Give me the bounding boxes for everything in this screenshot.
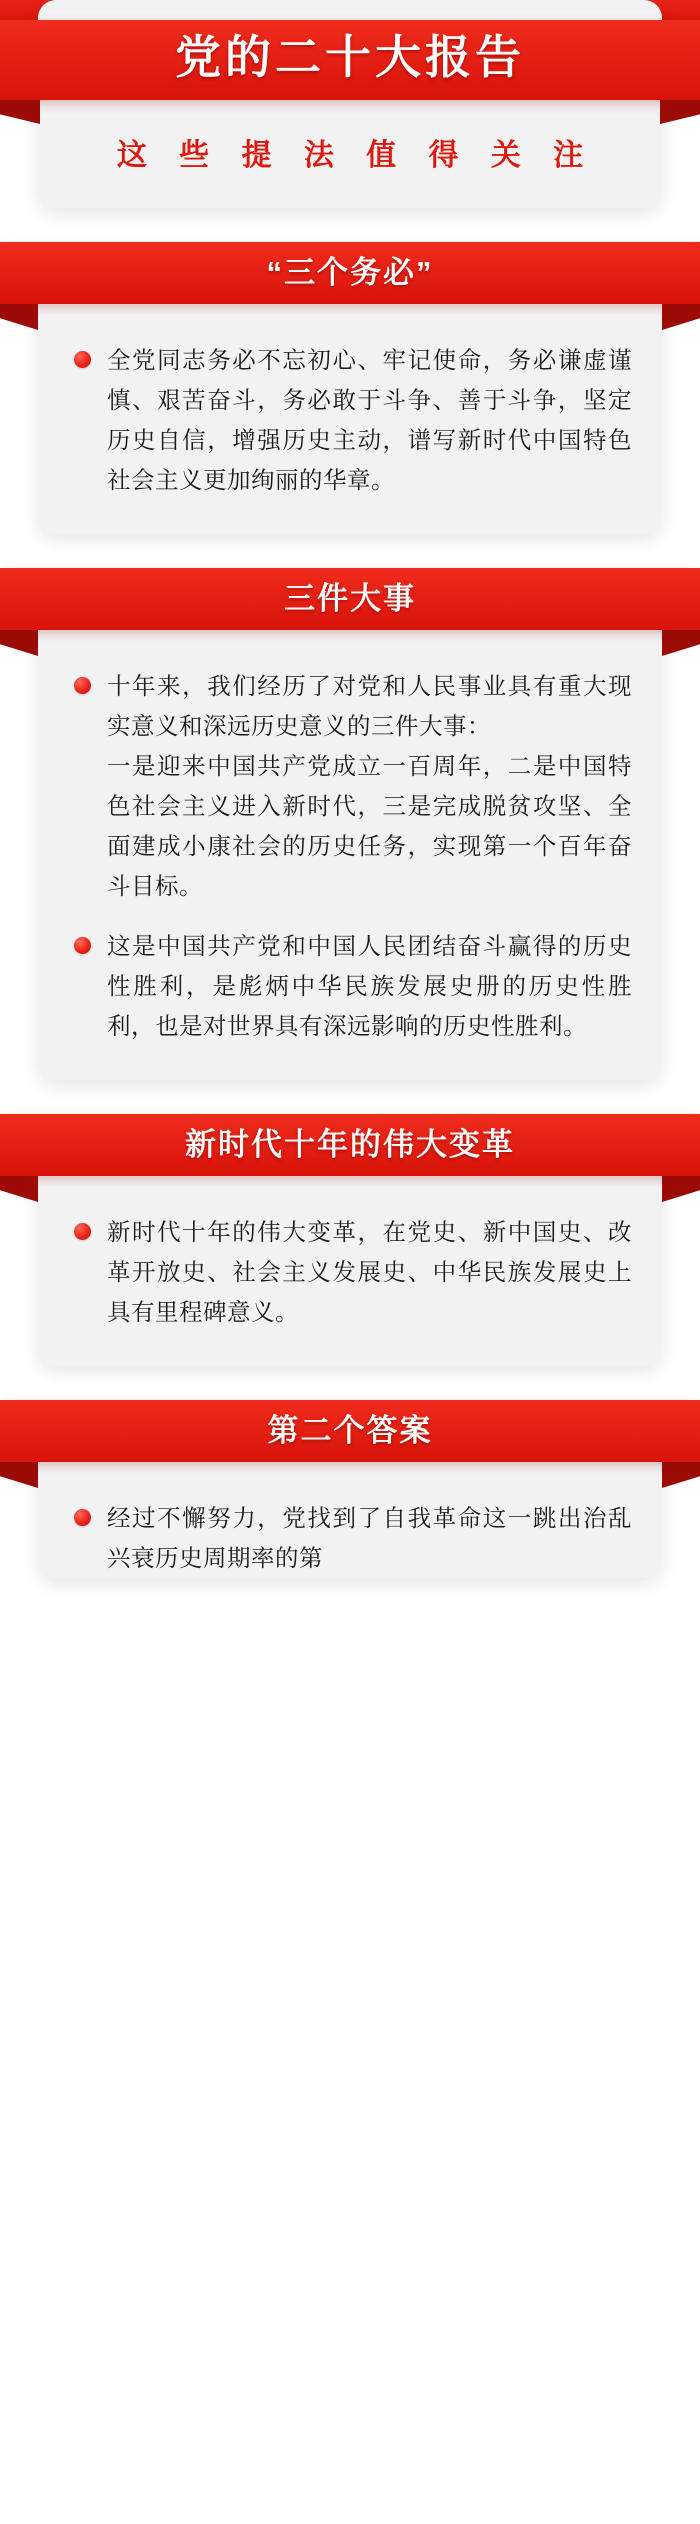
bullet-item	[68, 666, 632, 906]
ribbon-fold-left-icon	[0, 1176, 38, 1202]
section-second-answer	[38, 1413, 662, 1578]
section-card	[38, 1127, 662, 1366]
bullet-item	[68, 926, 632, 1046]
section-heading: 新时代十年的伟大变革	[185, 1127, 515, 1162]
section-banner	[0, 1400, 700, 1486]
ribbon-fold-right-icon	[662, 304, 700, 330]
section-banner	[0, 242, 700, 328]
section-banner	[0, 1114, 700, 1200]
section-heading: “三个务必”	[266, 255, 434, 290]
section-three-great-events	[38, 581, 662, 1080]
paragraph: 新时代十年的伟大变革，在党史、新中国史、改革开放史、社会主义发展史、中华民族发展史上具有里程碑意义。	[107, 1219, 632, 1325]
section-banner	[0, 568, 700, 654]
bullet-dot-icon	[74, 677, 91, 694]
section-three-musts	[38, 255, 662, 534]
paragraph: 全党同志务必不忘初心、牢记使命，务必谦虚谨慎、艰苦奋斗，务必敢于斗争、善于斗争，坚定历史自信，增强历史主动，谱写新时代中国特色社会主义更加绚丽的华章。	[107, 347, 632, 493]
hero-section	[0, 0, 700, 208]
section-card	[38, 1413, 662, 1578]
ribbon-fold-left-icon	[0, 100, 40, 124]
ribbon-fold-left-icon	[0, 630, 38, 656]
section-great-transformation	[38, 1127, 662, 1366]
bullet-dot-icon	[74, 1509, 91, 1526]
paragraph: 十年来，我们经历了对党和人民事业具有重大现实意义和深远历史意义的三件大事：	[107, 673, 632, 739]
section-card	[38, 581, 662, 1080]
ribbon-fold-right-icon	[660, 100, 700, 124]
hero-banner	[0, 14, 700, 106]
bullet-dot-icon	[74, 937, 91, 954]
section-heading: 第二个答案	[267, 1413, 433, 1448]
paragraph: 经过不懈努力，党找到了自我革命这一跳出治乱兴衰历史周期率的第	[107, 1505, 632, 1571]
section-card	[38, 255, 662, 534]
ribbon-fold-left-icon	[0, 304, 38, 330]
ribbon-fold-left-icon	[0, 1462, 38, 1488]
section-heading: 三件大事	[284, 581, 416, 616]
bullet-item	[68, 340, 632, 500]
ribbon-fold-right-icon	[662, 1462, 700, 1488]
hero-card	[38, 0, 662, 208]
page-subtitle: 这 些 提 法 值 得 关 注	[116, 139, 596, 172]
ribbon-fold-right-icon	[662, 1176, 700, 1202]
paragraph: 这是中国共产党和中国人民团结奋斗赢得的历史性胜利，是彪炳中华民族发展史册的历史性胜利，也是对世界具有深远影响的历史性胜利。	[107, 933, 632, 1039]
bullet-item	[68, 1212, 632, 1332]
ribbon-fold-right-icon	[662, 630, 700, 656]
bullet-dot-icon	[74, 1223, 91, 1240]
page-title: 党的二十大报告	[175, 31, 525, 83]
paragraph: 一是迎来中国共产党成立一百周年，二是中国特色社会主义进入新时代，三是完成脱贫攻坚、全面建成小康社会的历史任务，实现第一个百年奋斗目标。	[107, 753, 632, 899]
bullet-dot-icon	[74, 351, 91, 368]
bullet-item	[68, 1498, 632, 1578]
